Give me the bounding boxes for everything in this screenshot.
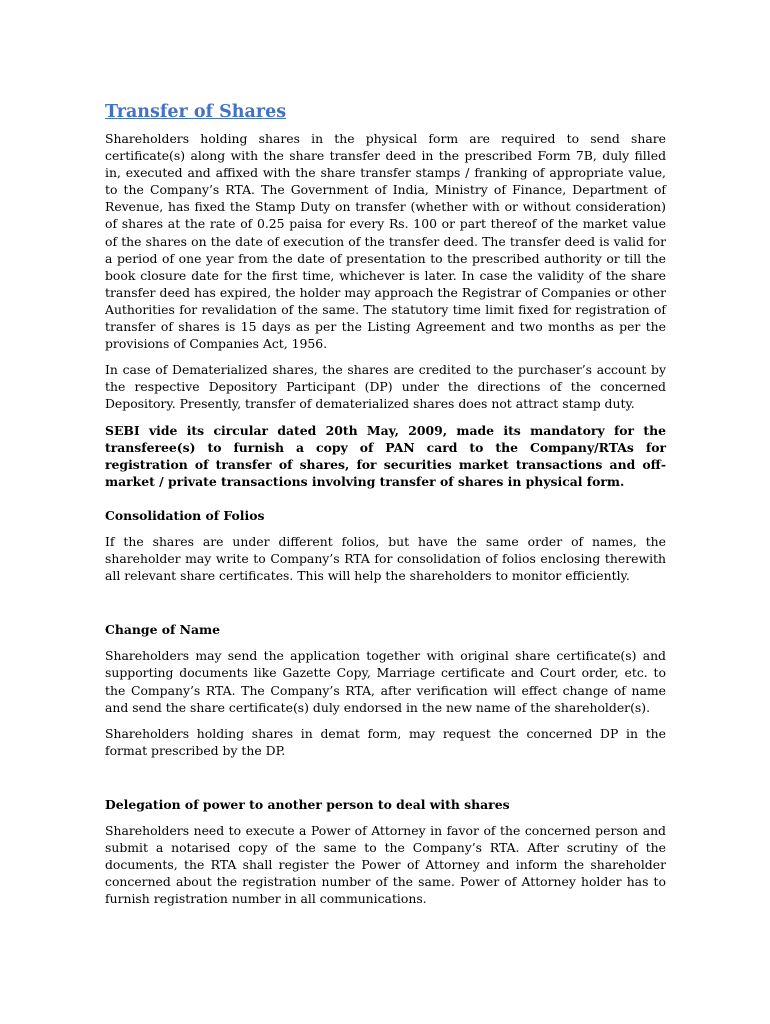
change-of-name-paragraph-2: Shareholders holding shares in demat form, may request the concerned DP in the format prescribed by the DP. [105, 725, 666, 758]
document-body [105, 100, 666, 907]
transfer-paragraph-1: Shareholders holding shares in the physical form are required to send share certificate(s) along with the share transfer deed in the prescribed Form 7B, duly filled in, executed and affixed with the share transfer stamps / franking of appropriate value, to the Company’s RTA. The Government of India, Ministry of Finance, Department of Revenue, has fixed the Stamp Duty on transfer (whether with or without consideration) of shares at the rate of 0.25 paisa for every Rs. 100 or part thereof of the market value of the shares on the date of execution of the transfer deed. The transfer deed is valid for a period of one year from the date of presentation to the prescribed authority or till the book closure date for the first time, whichever is later. In case the validity of the share transfer deed has expired, the holder may approach the Registrar of Companies or other Authorities for revalidation of the same. The statutory time limit fixed for registration of transfer of shares is 15 days as per the Listing Agreement and two months as per the provisions of Companies Act, 1956. [105, 131, 666, 352]
transfer-paragraph-2: In case of Dematerialized shares, the shares are credited to the purchaser’s account by the respective Depository Participant (DP) under the directions of the concerned Depository. Presently, transfer of dematerialized shares does not attract stamp duty. [105, 362, 666, 412]
change-of-name-paragraph-1: Shareholders may send the application together with original share certificate(s) and supporting documents like Gazette Copy, Marriage certificate and Court order, etc. to the Company’s RTA. The Company’s RTA, after verification will effect change of name and send the share certificate(s) duly endorsed in the new name of the shareholder(s). [105, 648, 666, 715]
sebi-circular-paragraph: SEBI vide its circular dated 20th May, 2009, made its mandatory for the transferee(s) to furnish a copy of PAN card to the Company/RTAs for registration of transfer of shares, for securities market transactions and off-market / private transactions involving transfer of shares in physical form. [105, 422, 666, 489]
delegation-paragraph: Shareholders need to execute a Power of Attorney in favor of the concerned person and submit a notarised copy of the same to the Company’s RTA. After scrutiny of the documents, the RTA shall register the Power of Attorney and inform the shareholder concerned about the registration number of the same. Power of Attorney holder has to furnish registration number in all communications. [105, 823, 666, 907]
page-title: Transfer of Shares [105, 102, 287, 122]
consolidation-heading: Consolidation of Folios [105, 507, 265, 523]
change-of-name-heading: Change of Name [105, 622, 221, 638]
delegation-heading: Delegation of power to another person to deal with shares [105, 796, 510, 812]
consolidation-paragraph: If the shares are under different folios, but have the same order of names, the shareholder may write to Company’s RTA for consolidation of folios enclosing therewith all relevant share certificates. This will help the shareholders to monitor efficiently. [105, 533, 666, 584]
